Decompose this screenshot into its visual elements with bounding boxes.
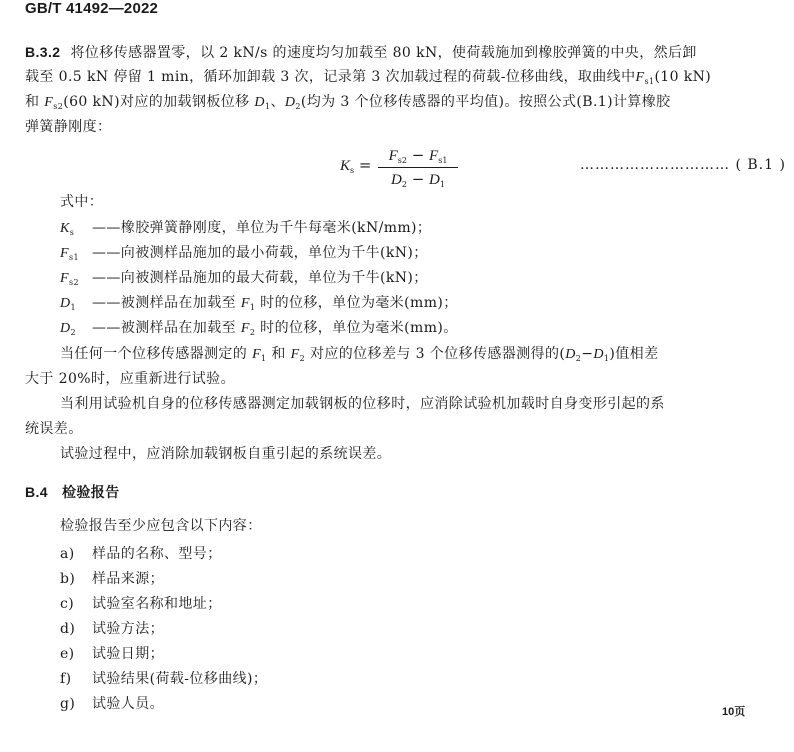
paragraph-2-line-1: 当利用试验机自身的位移传感器测定加载钢板的位移时，应消除试验机加载时自身变形引起的系 (60, 396, 665, 412)
paragraph-1-line-2: 大于 20%时，应重新进行试验。 (25, 371, 235, 387)
section-number-b32: B.3.2 (25, 44, 61, 60)
list-item: b) 样品来源； (60, 571, 164, 587)
list-item: a) 样品的名称、型号； (60, 546, 222, 562)
standard-code: GB/T 41492—2022 (25, 0, 159, 17)
formula-denominator: $D_2 - D_1$ (391, 170, 445, 189)
b4-intro: 检验报告至少应包含以下内容： (60, 518, 262, 534)
list-item: g) 试验人员。 (60, 696, 164, 712)
definition-d2: $D_2$ ——被测样品在加载至 $F_2$ 时的位移，单位为毫米(mm)。 (60, 320, 458, 337)
paragraph-3: 试验过程中，应消除加载钢板自重引起的系统误差。 (60, 446, 392, 462)
paragraph-1-line-1: 当任何一个位移传感器测定的 $F_1$ 和 $F_2$ 对应的位移差与 3 个位移传感器测得的$(D_2-D_1)$值相差 (60, 346, 659, 363)
page-number: 10页 (722, 706, 746, 718)
definition-d1: $D_1$ ——被测样品在加载至 $F_1$ 时的位移，单位为毫米(mm)； (60, 295, 458, 312)
paragraph-2-line-2: 统误差。 (25, 421, 83, 437)
section-heading-b4: B.4 检验报告 (25, 484, 120, 501)
formula-fraction (378, 146, 458, 189)
formula-numerator: $F_{s2} - F_{s1}$ (388, 146, 448, 165)
definition-fs2: $F_{s2}$ ——向被测样品施加的最大荷载，单位为千牛(kN)； (60, 270, 428, 287)
b32-line-2: 载至 0.5 kN 停留 1 min，循环加卸载 3 次，记录第 3 次加载过程的荷载-位移曲线，取曲线中$F_{s1}(10$ kN) (25, 69, 712, 86)
b32-line-4: 弹簧静刚度： (25, 119, 112, 135)
symbol-F: F (635, 70, 645, 85)
b32-line-3: 和 $F_{s2}(60$ kN)对应的加载钢板位移 $D_1$、$D_2$(均为 3 个位移传感器的平均值)。按照公式(B.1)计算橡胶 (25, 94, 671, 111)
where-label: 式中： (60, 194, 104, 210)
definition-fs1: $F_{s1}$ ——向被测样品施加的最小荷载，单位为千牛(kN)； (60, 245, 428, 262)
b32-line-1: B.3.2 将位移传感器置零，以 2 kN/s 的速度均匀加载至 80 kN，使荷载施加到橡胶弹簧的中央，然后卸 (25, 44, 697, 61)
list-item: c) 试验室名称和地址； (60, 596, 222, 612)
definition-ks: $K_s$ ——橡胶弹簧静刚度，单位为千牛每毫米(kN/mm)； (60, 220, 432, 237)
list-item: e) 试验日期； (60, 646, 164, 662)
equation-number: ………………………… ( B.1 ) (580, 157, 786, 173)
list-item: f) 试验结果(荷载-位移曲线)； (60, 671, 268, 687)
list-item: d) 试验方法； (60, 621, 164, 637)
formula-lhs: $K_s$ = (340, 156, 372, 175)
